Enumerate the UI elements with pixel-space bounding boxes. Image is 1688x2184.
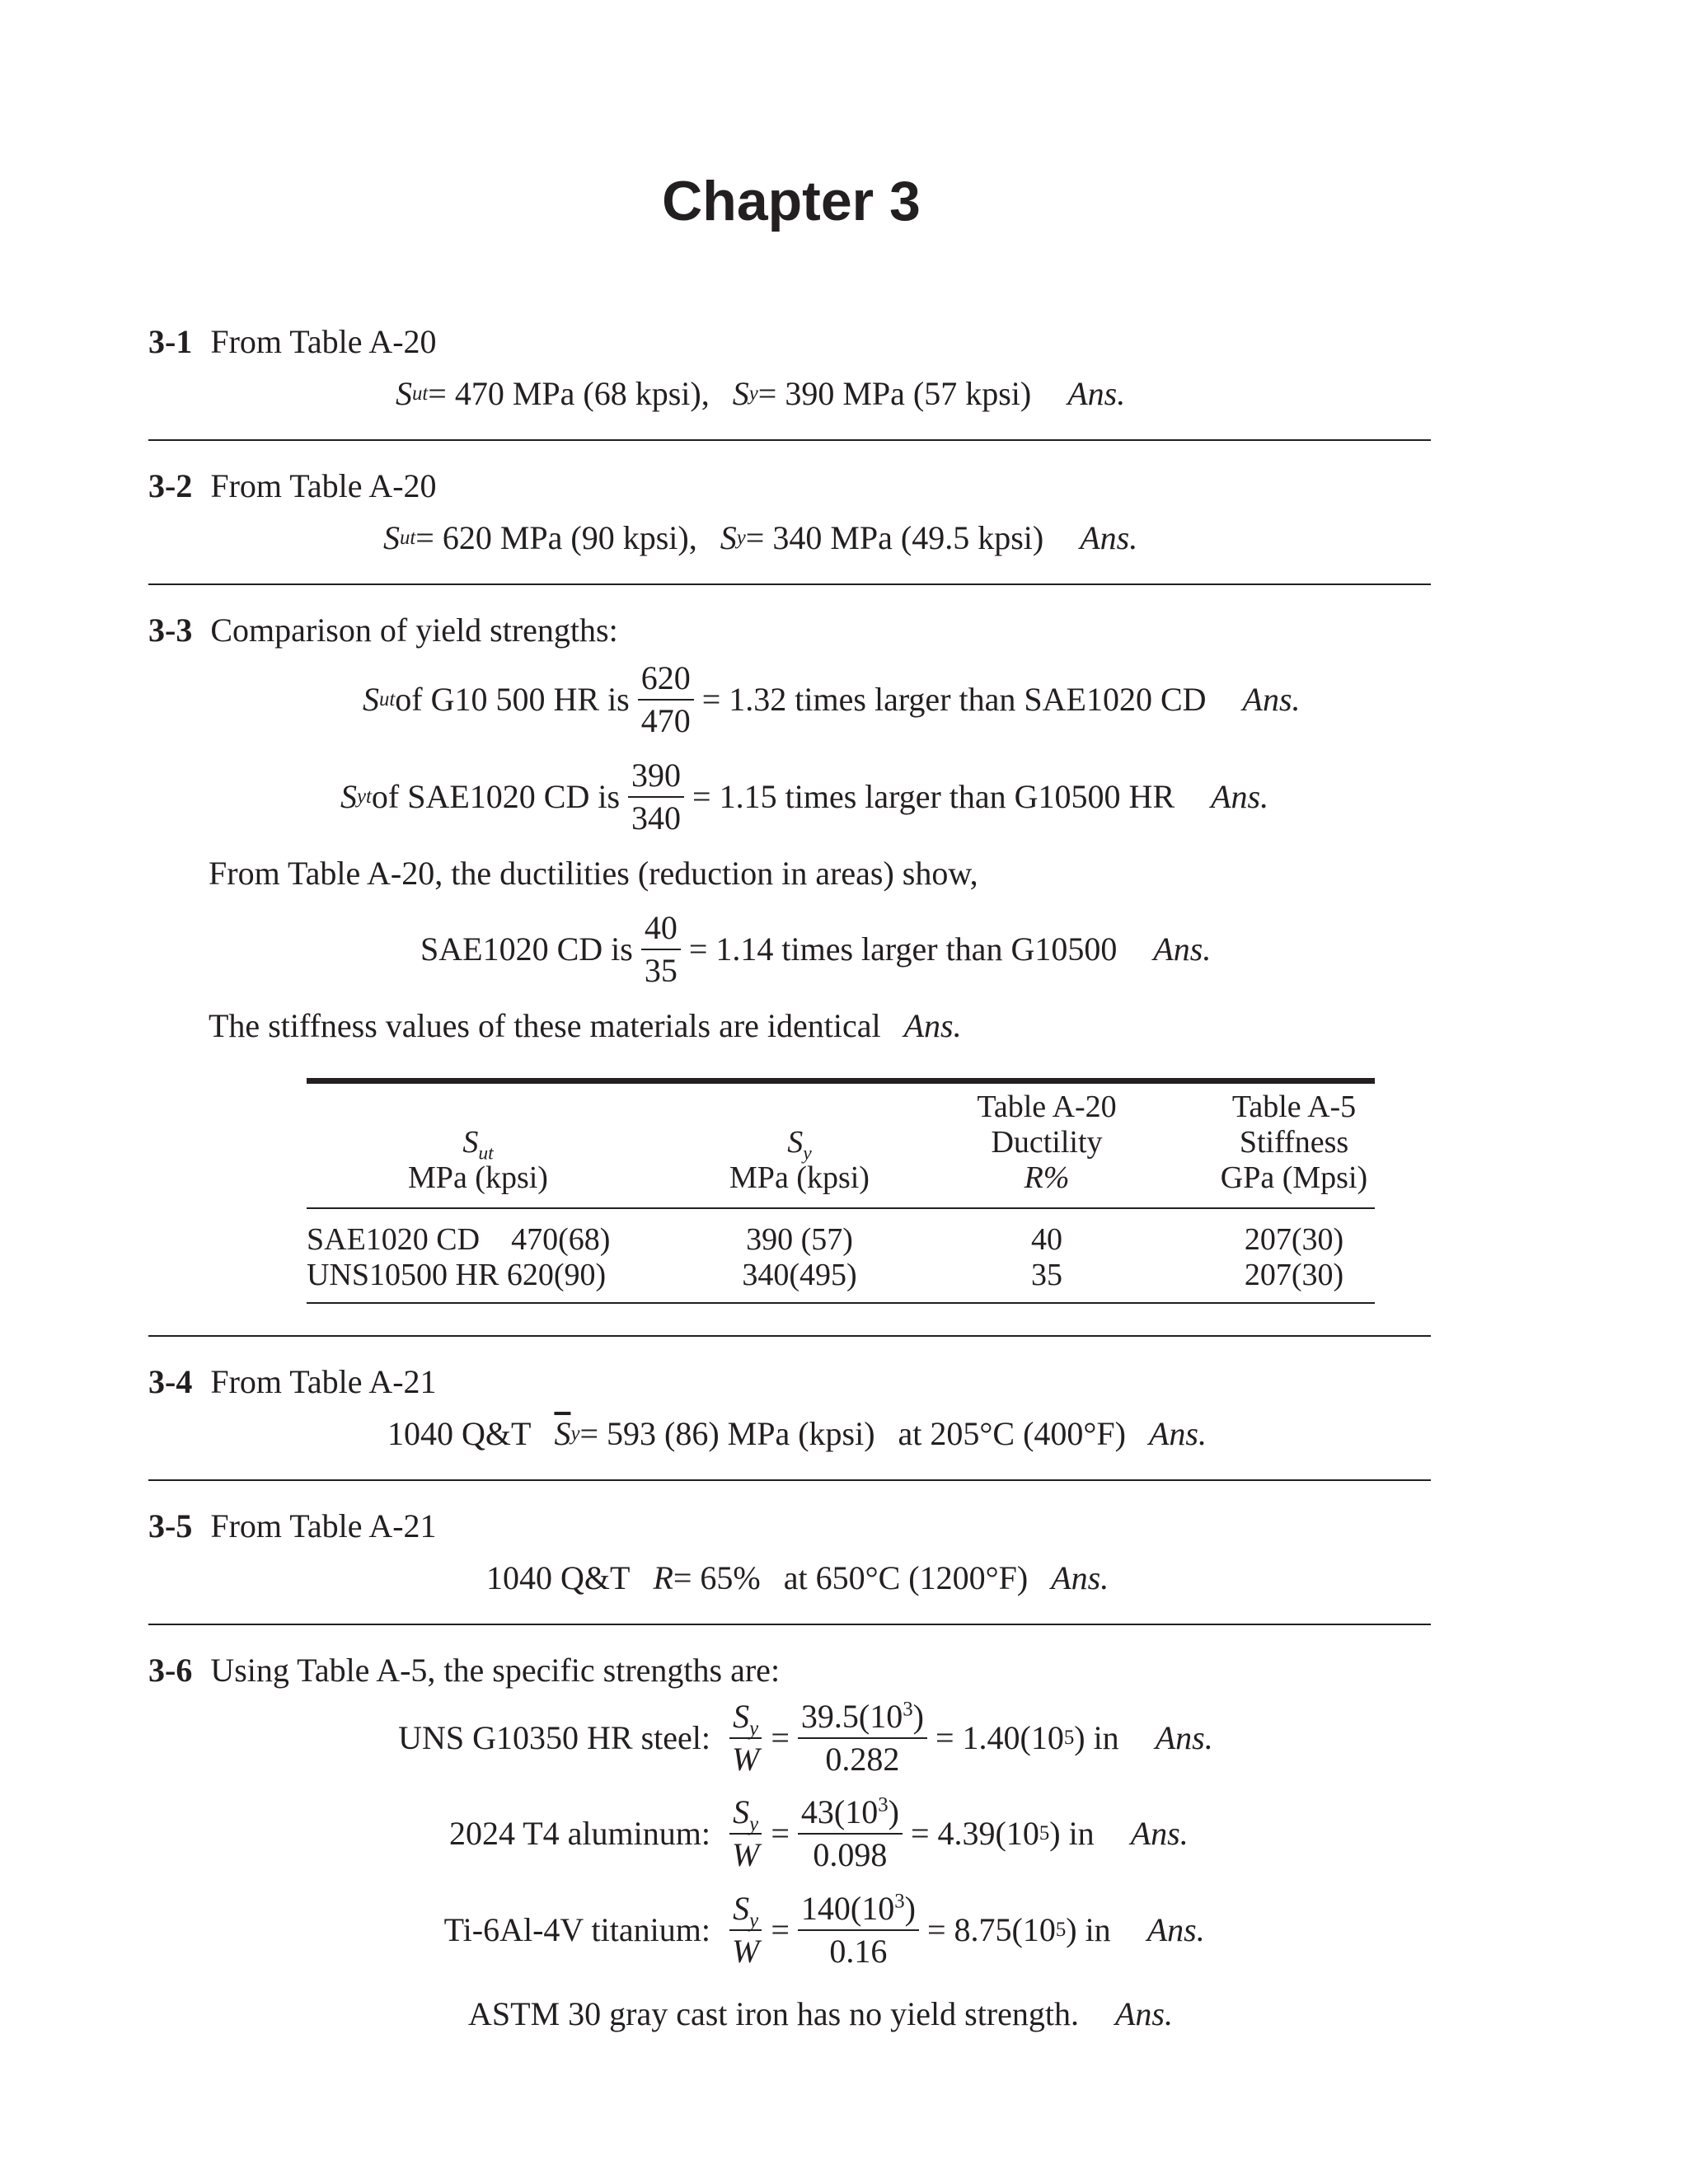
material-label: UNS G10350 HR steel: [398,1719,710,1756]
divider [148,1624,1431,1625]
exponent: 3 [903,1698,913,1721]
result-end: ) in [1074,1719,1119,1756]
fraction [628,757,684,837]
material: 1040 Q&T [387,1415,532,1452]
symbol: S [720,519,737,556]
yield-comparison-equation-2: S yt of SAE1020 CD is $\frac{390}{340}$ = 1.15 times larger than G10500 HR Ans. [340,757,1269,837]
stiffness-statement [209,1007,962,1045]
answer-mark: Ans. [1155,1719,1213,1756]
table-header-ductility [923,1090,1170,1196]
value: = 470 MPa (68 kpsi), [428,375,710,412]
text: = 1.15 times larger than G10500 HR [692,778,1175,815]
numerator: 620 [638,659,694,701]
result: = 8.75(10 [926,1911,1056,1948]
source: Table A-5 [1231,1090,1357,1124]
problem-intro: Comparison of yield strengths: [210,612,618,649]
answer-mark: Ans. [1080,519,1138,556]
problem-intro: From Table A-20 [210,323,437,360]
problem-3-5-equation [486,1559,1109,1597]
problem-3-2-header [148,467,437,505]
ratio-fraction [729,1890,762,1971]
temperature: at 650°C (1200°F) [783,1559,1029,1596]
value: = 593 (86) MPa (kpsi) [579,1415,875,1452]
specific-strength-row: UNS G10350 HR steel: $\frac{S_y}{W}$ = $\frac{39.5(10^3)}{0.282}$ = 1.40(10 5 ) in Ans. [396,1698,1213,1779]
ductility-intro: From Table A-20, the ductilities (reduction in areas) show, [209,855,978,892]
problem-3-2-equation: S ut = 620 MPa (90 kpsi), S y = 340 MPa (49.5 kpsi) Ans. [383,519,1138,556]
problem-3-3-header [148,612,618,649]
ductility-comparison-equation [420,909,1211,990]
denominator: 470 [640,702,691,739]
answer-mark: Ans. [1211,778,1269,815]
answer-mark: Ans. [1242,681,1301,718]
problem-number: 3-3 [148,612,193,649]
table-top-rule [307,1078,1375,1084]
numerator-end: ) [912,1698,924,1735]
table-bottom-rule [307,1302,1375,1304]
symbol: S [787,1125,804,1160]
ductility-value: 40 [1031,1222,1062,1257]
property: Stiffness [1239,1125,1349,1160]
denominator: W [732,1836,760,1873]
yield-comparison-equation-1: S ut of G10 500 HR is $\frac{620}{470}$ = 1.32 times larger than SAE1020 CD Ans. [363,659,1301,739]
symbol: S [396,375,412,412]
unit: MPa (kpsi) [729,1160,870,1195]
table-header-sy [676,1125,923,1196]
source: Table A-20 [977,1090,1117,1124]
result-end: ) in [1066,1911,1111,1948]
answer-mark: Ans. [903,1007,962,1044]
subscript: y [749,1718,759,1740]
symbol: S [733,1793,750,1830]
text: SAE1020 CD is [420,930,633,968]
problem-3-4-header [148,1363,437,1401]
denominator: 0.098 [813,1836,888,1873]
numerator: 39.5(10 [800,1698,903,1735]
numerator-end: ) [888,1793,899,1830]
value-fraction [798,1698,927,1779]
table-header-stiffness [1170,1090,1418,1196]
denominator: W [732,1933,760,1970]
answer-mark: Ans. [1115,1995,1173,2032]
unit: MPa (kpsi) [408,1160,548,1195]
stiffness-value: 207(30) [1244,1222,1344,1257]
specific-strength-row: 2024 T4 aluminum: $\frac{S_y}{W}$ = $\frac{43(10^3)}{0.098}$ = 4.39(10 5 ) in Ans. [396,1793,1189,1874]
answer-mark: Ans. [1153,930,1212,968]
material: UNS10500 HR [307,1258,499,1292]
ratio-fraction [729,1793,762,1874]
numerator: 43(10 [800,1793,879,1830]
value: = 340 MPa (49.5 kpsi) [745,519,1044,556]
sy-value: 340(495) [742,1258,857,1292]
table-row [307,1258,606,1293]
denominator: 0.282 [825,1741,900,1778]
problem-number: 3-2 [148,467,193,504]
problem-number: 3-5 [148,1507,193,1544]
text: = 1.32 times larger than SAE1020 CD [701,681,1207,718]
subscript: y [803,1142,812,1165]
subscript: y [749,1813,759,1835]
fraction [641,909,681,990]
problem-3-1-header [148,323,437,361]
text: The stiffness values of these materials are identical [209,1007,881,1044]
numerator: 140(10 [800,1890,895,1927]
text: of SAE1020 CD is [371,778,621,815]
denominator: 340 [631,799,682,837]
problem-intro: From Table A-21 [210,1507,437,1544]
symbol: S [732,375,749,412]
text: ASTM 30 gray cast iron has no yield strength. [468,1995,1079,2032]
value: = 620 MPa (90 kpsi), [415,519,697,556]
subscript: y [749,1910,759,1932]
answer-mark: Ans. [1067,375,1126,412]
value: = 390 MPa (57 kpsi) [757,375,1032,412]
exponent: 3 [878,1793,889,1816]
denominator: 0.16 [829,1933,888,1970]
answer-mark: Ans. [1130,1815,1189,1852]
symbol: S [340,778,357,815]
result-end: ) in [1049,1815,1095,1852]
temperature: at 205°C (400°F) [898,1415,1126,1452]
denominator: W [732,1741,760,1778]
fraction [638,659,694,740]
property: Ductility [991,1125,1103,1160]
material: SAE1020 CD [307,1222,481,1257]
problem-3-4-equation: 1040 Q&T $\overline{S}$ y = 593 (86) MPa (kpsi) at 205°C (400°F) Ans. [387,1415,1207,1452]
table-row [307,1222,610,1258]
material-label: 2024 T4 aluminum: [448,1815,710,1852]
value-fraction [798,1793,903,1874]
symbol: R [653,1559,673,1596]
numerator-end: ) [904,1890,916,1927]
material: 1040 Q&T [486,1559,631,1596]
symbol: S [733,1890,750,1927]
denominator: 35 [644,952,678,989]
result: = 1.40(10 [935,1719,1064,1756]
answer-mark: Ans. [1148,1415,1207,1452]
answer-mark: Ans. [1146,1911,1205,1948]
stiffness-value: 207(30) [1244,1258,1344,1292]
symbol: S [733,1698,750,1735]
problem-number: 3-6 [148,1652,193,1689]
symbol: S [462,1125,479,1160]
divider [148,1479,1431,1481]
text: of G10 500 HR is [395,681,630,718]
subscript: ut [478,1142,494,1165]
problem-number: 3-4 [148,1363,193,1400]
divider [148,1335,1431,1337]
ductility-value: 35 [1031,1258,1062,1292]
symbol: S [363,681,379,718]
material-label: Ti-6Al-4V titanium: [443,1911,710,1948]
value: = 65% [673,1559,761,1596]
problem-intro: From Table A-21 [210,1363,437,1400]
problem-3-1-equation: S ut = 470 MPa (68 kpsi), S y = 390 MPa (57 kpsi) Ans. [396,375,1126,412]
result: = 4.39(10 [910,1815,1039,1852]
answer-mark: Ans. [1051,1559,1109,1596]
value-fraction [798,1890,919,1971]
problem-3-6-header [148,1652,780,1690]
sut-value: 620(90) [506,1258,607,1292]
problem-3-5-header [148,1507,437,1545]
problem-number: 3-1 [148,323,193,360]
text: = 1.14 times larger than G10500 [688,930,1118,968]
table-header-sut [354,1125,602,1196]
ratio-fraction [729,1698,762,1779]
cast-iron-note [468,1995,1173,2033]
divider [148,583,1431,585]
exponent: 3 [894,1890,905,1913]
divider [148,439,1431,441]
specific-strength-row: Ti-6Al-4V titanium: $\frac{S_y}{W}$ = $\frac{140(10^3)}{0.16}$ = 8.75(10 5 ) in Ans. [396,1890,1205,1971]
symbol-mean: $\overline{S}$ [554,1415,571,1452]
symbol: S [383,519,400,556]
chapter-title: Chapter 3 [662,170,921,232]
numerator: 40 [641,909,681,950]
unit: GPa (Mpsi) [1220,1160,1368,1195]
numerator: 390 [628,757,684,798]
problem-intro: Using Table A-5, the specific strengths are: [210,1652,781,1689]
sy-value: 390 (57) [746,1222,853,1257]
sut-value: 470(68) [511,1222,611,1257]
problem-intro: From Table A-20 [210,467,437,504]
table-header-rule [307,1207,1375,1209]
unit: R% [1024,1160,1070,1195]
